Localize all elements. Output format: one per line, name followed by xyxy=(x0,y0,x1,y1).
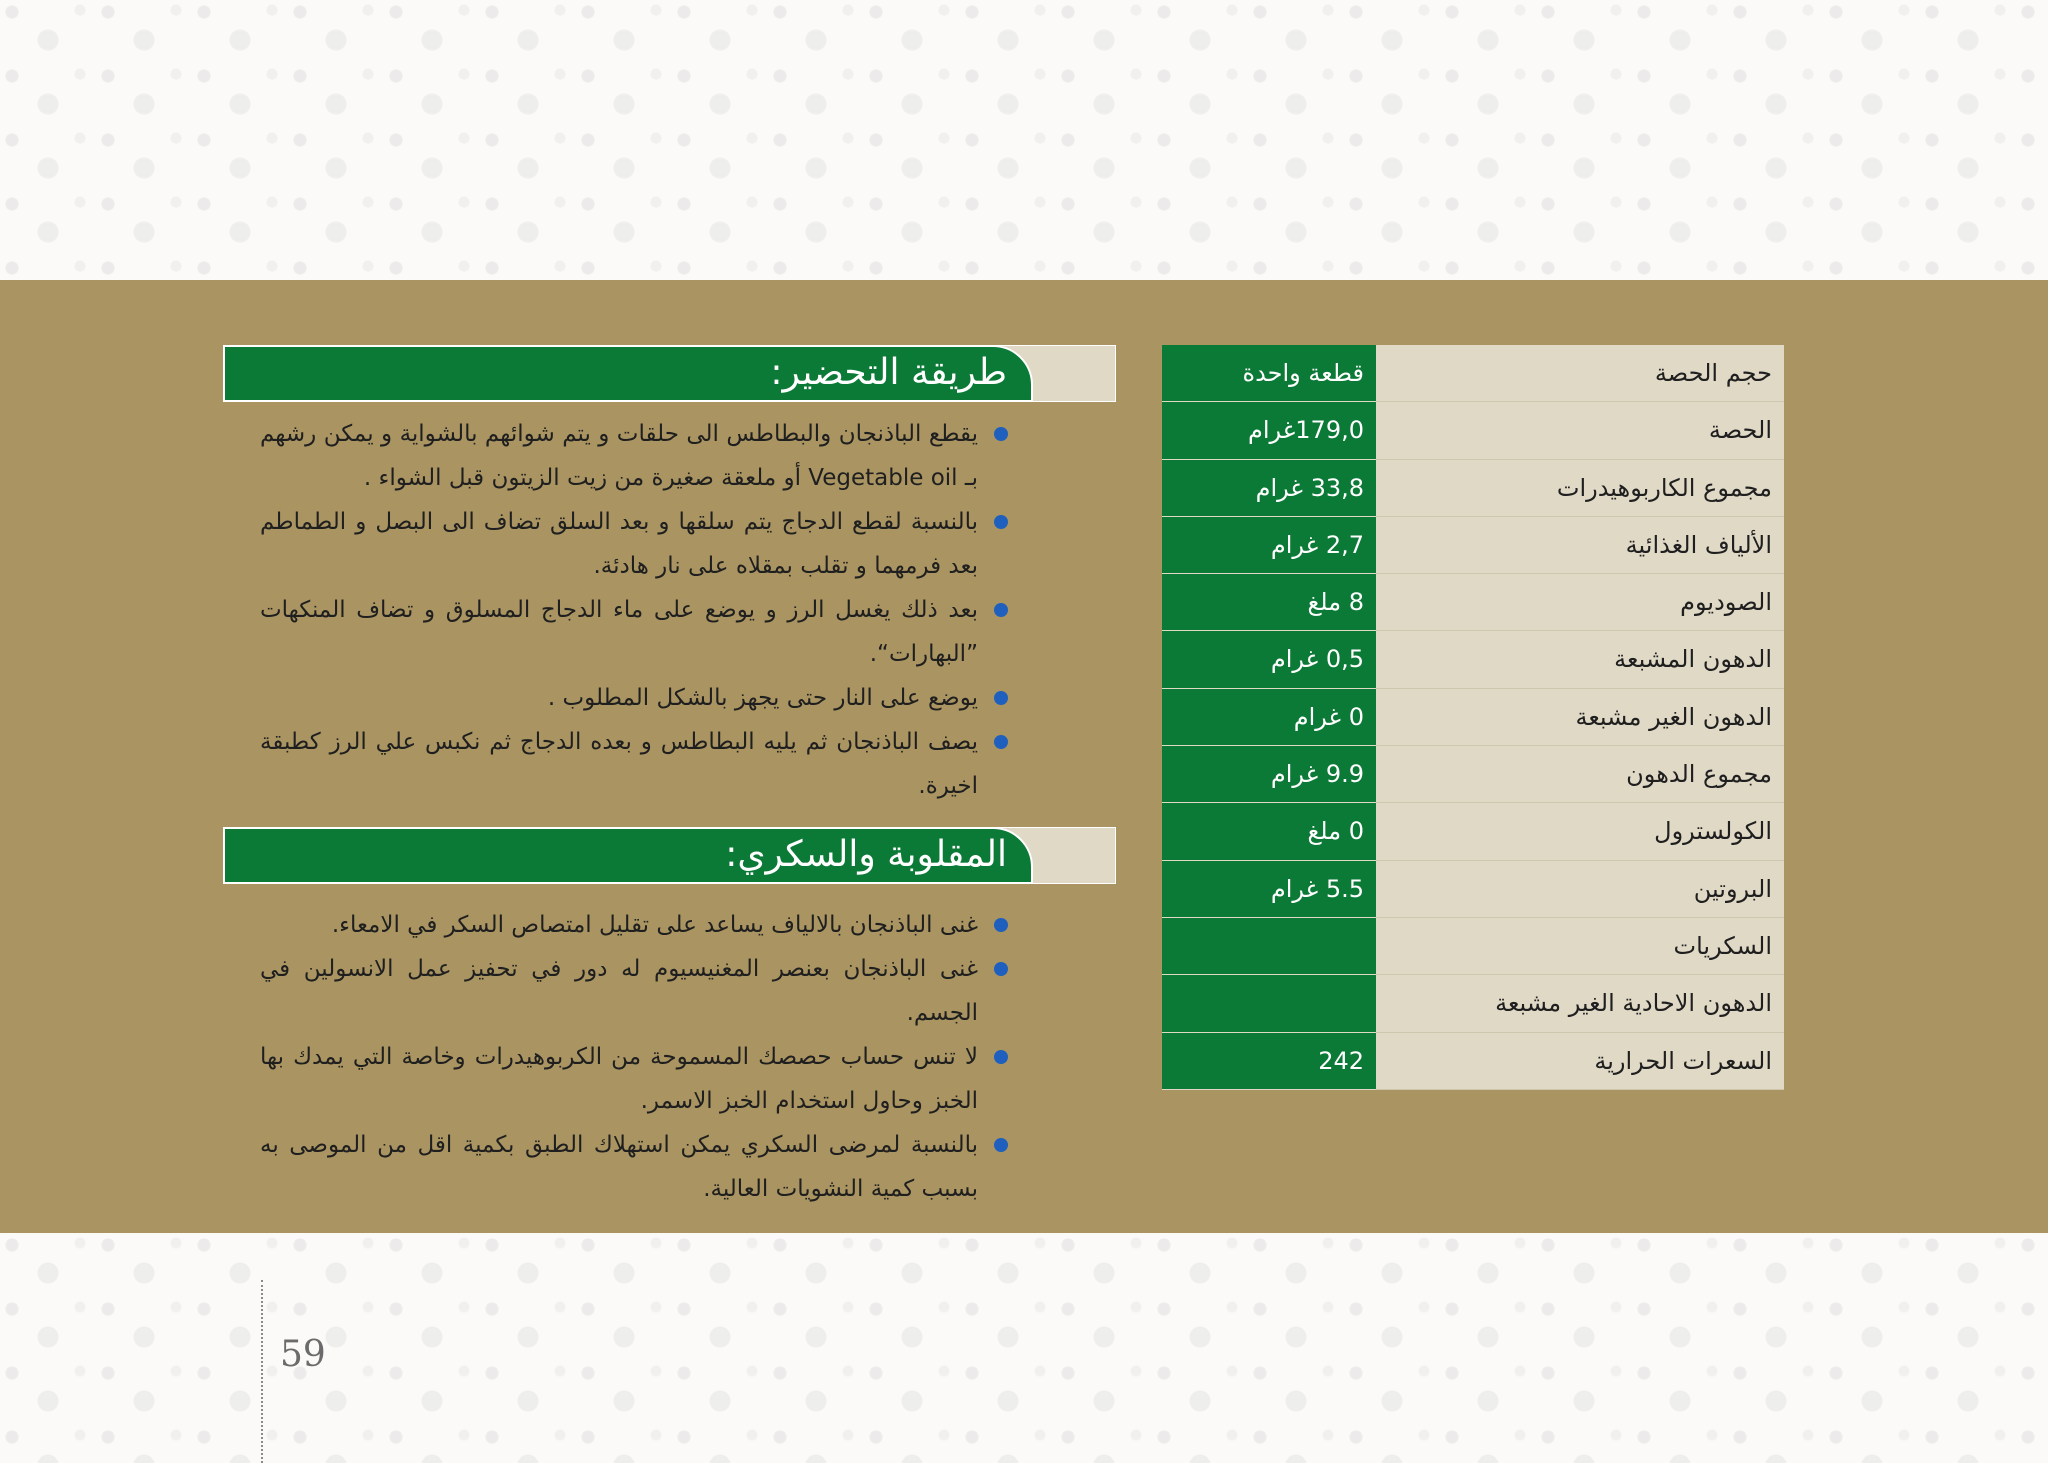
list-item-text: لا تنس حساب حصصك المسموحة من الكربوهيدرات وخاصة التي يمدك بها الخبز وحاول استخدام الخبز الاسمر. xyxy=(260,1044,978,1114)
list-item-text: بالنسبة لقطع الدجاج يتم سلقها و بعد السلق تضاف الى البصل و الطماطم بعد فرمهما و تقلب بمقلاه على نار هادئة. xyxy=(260,509,978,579)
nutrition-value: 5.5 غرام xyxy=(1162,861,1376,918)
nutrition-value xyxy=(1162,975,1376,1032)
nutrition-row xyxy=(1162,975,1784,1032)
nutrition-label: مجموع الكاربوهيدرات xyxy=(1376,460,1784,517)
list-item xyxy=(260,588,1010,676)
list-item-text: يوضع على النار حتى يجهز بالشكل المطلوب . xyxy=(547,685,978,711)
list-item-text: يصف الباذنجان ثم يليه البطاطس و بعده الدجاج ثم نكبس علي الرز كطبقة اخيرة. xyxy=(260,729,978,799)
list-item-text: غنى الباذنجان بالالياف يساعد على تقليل امتصاص السكر في الامعاء. xyxy=(331,912,978,938)
list-item xyxy=(260,947,1010,1035)
bullet-icon xyxy=(994,1138,1008,1152)
list-item xyxy=(260,903,1010,947)
preparation-title: طريقة التحضير: xyxy=(223,345,1033,402)
nutrition-row xyxy=(1162,803,1784,860)
list-item-text: غنى الباذنجان بعنصر المغنيسيوم له دور في تحفيز عمل الانسولين في الجسم. xyxy=(260,956,978,1026)
food-doodle-pattern-top xyxy=(0,0,2048,280)
nutrition-value: 33,8 غرام xyxy=(1162,460,1376,517)
list-item xyxy=(260,1123,1010,1211)
nutrition-value: 0 غرام xyxy=(1162,689,1376,746)
nutrition-value: 179,0غرام xyxy=(1162,402,1376,459)
list-item xyxy=(260,676,1010,720)
bullet-icon xyxy=(994,603,1008,617)
bullet-icon xyxy=(994,918,1008,932)
nutrition-label: الألياف الغذائية xyxy=(1376,517,1784,574)
bullet-icon xyxy=(994,735,1008,749)
diabetes-title: المقلوبة والسكري: xyxy=(223,827,1033,884)
nutrition-label: الدهون المشبعة xyxy=(1376,631,1784,688)
nutrition-value: 9.9 غرام xyxy=(1162,746,1376,803)
nutrition-label: السعرات الحرارية xyxy=(1376,1033,1784,1090)
nutrition-row xyxy=(1162,918,1784,975)
nutrition-value: 0,5 غرام xyxy=(1162,631,1376,688)
page-number: 59 xyxy=(280,1334,326,1375)
nutrition-label: حجم الحصة xyxy=(1376,345,1784,402)
nutrition-label: الكولسترول xyxy=(1376,803,1784,860)
nutrition-row xyxy=(1162,574,1784,631)
nutrition-value: 242 xyxy=(1162,1033,1376,1090)
list-item-text: بعد ذلك يغسل الرز و يوضع على ماء الدجاج المسلوق و تضاف المنكهات ”البهارات“. xyxy=(260,597,978,667)
list-item-text: يقطع الباذنجان والبطاطس الى حلقات و يتم شوائهم بالشواية و يمكن رشهم بـ Vegetable oil أو ملعقة صغيرة من زيت الزيتون قبل الشواء . xyxy=(260,421,978,491)
preparation-header xyxy=(223,345,1116,402)
nutrition-row xyxy=(1162,1033,1784,1090)
list-item-text: بالنسبة لمرضى السكري يمكن استهلاك الطبق بكمية اقل من الموصى به بسبب كمية النشويات العالية. xyxy=(260,1132,978,1202)
list-item xyxy=(260,720,1010,808)
nutrition-row xyxy=(1162,460,1784,517)
nutrition-label: مجموع الدهون xyxy=(1376,746,1784,803)
nutrition-label: الدهون الغير مشبعة xyxy=(1376,689,1784,746)
nutrition-value: قطعة واحدة xyxy=(1162,345,1376,402)
nutrition-row xyxy=(1162,402,1784,459)
nutrition-value: 8 ملغ xyxy=(1162,574,1376,631)
nutrition-row xyxy=(1162,631,1784,688)
nutrition-row xyxy=(1162,746,1784,803)
nutrition-label: الصوديوم xyxy=(1376,574,1784,631)
nutrition-row xyxy=(1162,517,1784,574)
nutrition-value xyxy=(1162,918,1376,975)
bullet-icon xyxy=(994,691,1008,705)
bullet-icon xyxy=(994,515,1008,529)
bullet-icon xyxy=(994,962,1008,976)
preparation-list xyxy=(260,412,1010,808)
nutrition-value: 0 ملغ xyxy=(1162,803,1376,860)
page-divider xyxy=(261,1280,263,1463)
nutrition-label: الدهون الاحادية الغير مشبعة xyxy=(1376,975,1784,1032)
nutrition-label: السكريات xyxy=(1376,918,1784,975)
list-item xyxy=(260,412,1010,500)
nutrition-row xyxy=(1162,861,1784,918)
list-item xyxy=(260,500,1010,588)
nutrition-label: الحصة xyxy=(1376,402,1784,459)
bullet-icon xyxy=(994,427,1008,441)
nutrition-row xyxy=(1162,345,1784,402)
diabetes-header xyxy=(223,827,1116,884)
nutrition-row xyxy=(1162,689,1784,746)
bullet-icon xyxy=(994,1050,1008,1064)
diabetes-list xyxy=(260,903,1010,1211)
list-item xyxy=(260,1035,1010,1123)
nutrition-label: البروتين xyxy=(1376,861,1784,918)
nutrition-value: 2,7 غرام xyxy=(1162,517,1376,574)
nutrition-table xyxy=(1162,345,1784,1090)
